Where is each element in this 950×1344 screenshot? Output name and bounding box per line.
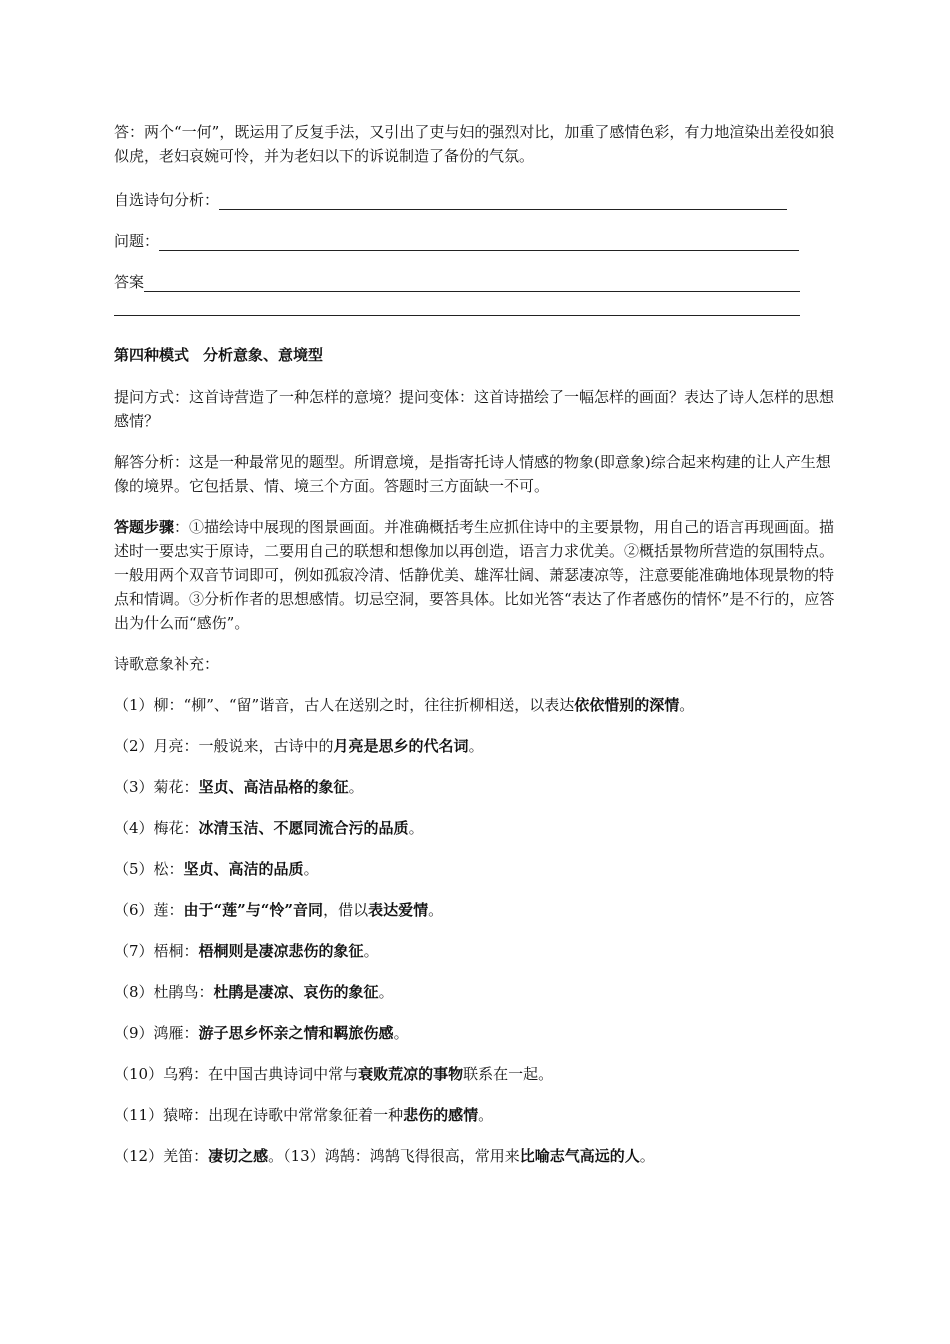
imagery-item (114, 939, 838, 963)
imagery-item-text: 。 (428, 901, 444, 919)
imagery-item-text: 。 (378, 983, 394, 1001)
imagery-item-text: （5）松： (114, 860, 184, 878)
imagery-item-meaning: 坚贞、高洁的品质 (183, 860, 304, 878)
section-title: 分析意象、意境型 (203, 346, 324, 364)
self-analysis-blank[interactable] (219, 193, 787, 210)
imagery-item (114, 980, 838, 1004)
imagery-item-text: （7）梧桐： (114, 942, 199, 960)
imagery-item-meaning: 比喻志气高远的人 (519, 1147, 640, 1165)
imagery-item-meaning: 由于“莲”与“怜”音同 (183, 901, 324, 919)
analysis-paragraph: 解答分析：这是一种最常见的题型。所谓意境，是指寄托诗人情感的物象(即意象)综合起来构建的让人产生想像的境界。它包括景、情、境三个方面。答题时三方面缺一不可。 (114, 453, 831, 495)
imagery-item-text: 。 (468, 737, 484, 755)
imagery-item-text: （1）柳：“柳”、“留”谐音，古人在送别之时，往往折柳相送，以表达 (114, 696, 575, 714)
imagery-item-text: （3）菊花： (114, 778, 199, 796)
supplement-title: 诗歌意象补充： (114, 655, 220, 673)
imagery-item-text: 。 (408, 819, 424, 837)
imagery-item (114, 1021, 838, 1045)
imagery-item-text: （12）羌笛： (114, 1147, 209, 1165)
imagery-item-text: （11）猿啼：出现在诗歌中常常象征着一种 (114, 1106, 404, 1124)
imagery-item-text: ，借以 (323, 901, 369, 919)
imagery-item (114, 734, 838, 758)
imagery-item-meaning: 杜鹃是凄凉、哀伤的象征 (213, 983, 379, 1001)
question-blank[interactable] (159, 234, 799, 251)
imagery-item (114, 1103, 838, 1127)
imagery-item-meaning: 梧桐则是凄凉悲伤的象征 (198, 942, 364, 960)
imagery-item-meaning: 游子思乡怀亲之情和羁旅伤感 (198, 1024, 394, 1042)
section-heading (114, 343, 838, 367)
imagery-item (114, 1062, 838, 1086)
self-analysis-row (114, 186, 838, 210)
imagery-item (114, 857, 838, 881)
imagery-item-text: 。 (303, 860, 319, 878)
imagery-item-text: 。 (679, 696, 695, 714)
imagery-item-text: 联系在一起。 (463, 1065, 554, 1083)
imagery-item-text: 。 (639, 1147, 655, 1165)
ask-way-paragraph: 提问方式：这首诗营造了一种怎样的意境？提问变体：这首诗描绘了一幅怎样的画面？表达了诗人怎样的思想感情？ (114, 388, 835, 430)
imagery-list (114, 693, 838, 1168)
imagery-item-meaning: 月亮是思乡的代名词 (333, 737, 469, 755)
answer-blank[interactable] (144, 275, 800, 292)
imagery-item (114, 898, 838, 922)
imagery-item-text: 。 (348, 778, 364, 796)
imagery-item-text: （9）鸿雁： (114, 1024, 199, 1042)
question-row (114, 227, 838, 251)
section-mode: 第四种模式 (114, 346, 190, 364)
imagery-item-text: （6）莲： (114, 901, 184, 919)
imagery-item-text: （4）梅花： (114, 819, 199, 837)
imagery-item-meaning: 衰败荒凉的事物 (358, 1065, 464, 1083)
imagery-item-text: （2）月亮：一般说来，古诗中的 (114, 737, 334, 755)
imagery-item-text: 。 (478, 1106, 494, 1124)
imagery-item-meaning: 依依惜别的深情 (574, 696, 680, 714)
imagery-item-text: 。 (363, 942, 379, 960)
answer-row (114, 268, 838, 292)
imagery-item-meaning: 表达爱情 (368, 901, 429, 919)
steps-label: 答题步骤 (114, 518, 175, 536)
self-analysis-label: 自选诗句分析： (114, 191, 220, 209)
imagery-item-meaning: 坚贞、高洁品格的象征 (198, 778, 349, 796)
imagery-item-text: 。（13）鸿鹄：鸿鹄飞得很高，常用来 (268, 1147, 520, 1165)
imagery-item (114, 775, 838, 799)
imagery-item-meaning: 凄切之感 (208, 1147, 269, 1165)
imagery-item (114, 693, 838, 717)
imagery-item-meaning: 悲伤的感情 (403, 1106, 479, 1124)
steps-paragraph (114, 515, 838, 635)
steps-text: ：①描绘诗中展现的图景画面。并准确概括考生应抓住诗中的主要景物，用自己的语言再现画面。描述时一要忠实于原诗，二要用自己的联想和想像加以再创造，语言力求优美。②概括景物所营造的氛围特点。一般用两个双音节词即可，例如孤寂冷清、恬静优美、雄浑壮阔、萧瑟凄凉等，注意要能准确地体现景物的特点和情调。③分析作者的思想感情。切忌空洞，要答具体。比如光答“表达了作者感伤的情怀”是不行的，应答出为什么而“感伤”。 (114, 518, 835, 632)
imagery-item (114, 816, 838, 840)
imagery-item-text: （10）乌鸦：在中国古典诗词中常与 (114, 1065, 359, 1083)
imagery-item-meaning: 冰清玉洁、不愿同流合污的品质 (198, 819, 409, 837)
answer-label: 答案 (114, 273, 145, 291)
answer-blank-continuation[interactable] (114, 314, 800, 316)
document-page (114, 120, 838, 1185)
imagery-item-text: （8）杜鹃鸟： (114, 983, 214, 1001)
imagery-item (114, 1144, 838, 1168)
imagery-item-text: 。 (393, 1024, 409, 1042)
question-label: 问题： (114, 232, 160, 250)
answer-paragraph: 答：两个“一何”，既运用了反复手法，又引出了吏与妇的强烈对比，加重了感情色彩，有力地渲染出差役如狼似虎，老妇哀婉可怜，并为老妇以下的诉说制造了备份的气氛。 (114, 123, 835, 165)
